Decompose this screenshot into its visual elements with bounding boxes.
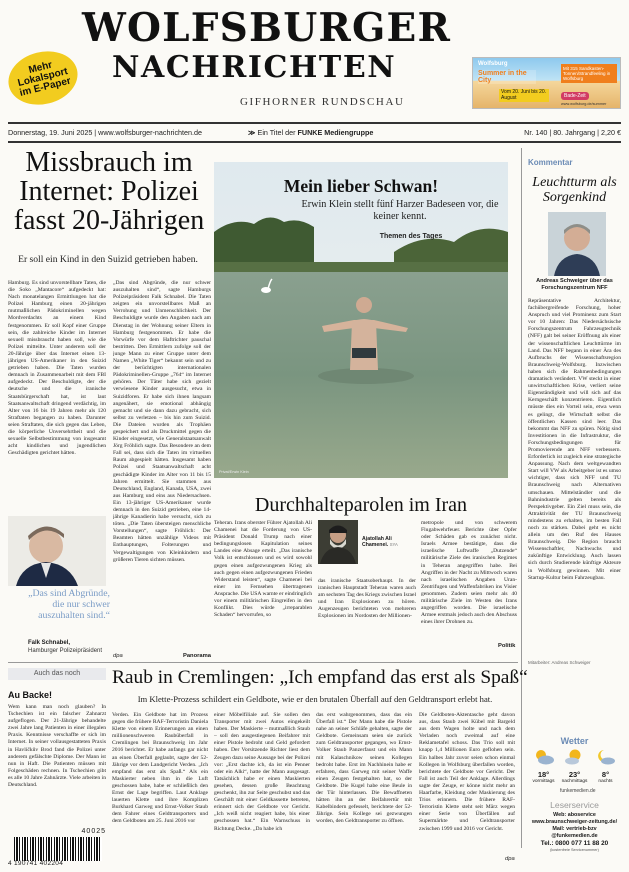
dateline-left: Donnerstag, 19. Juni 2025 | www.wolfsburger-nachrichten.de (8, 128, 203, 137)
lead-column-1: Hamburg. Es sind unvorstellbare Taten, die die Soko „Mantacore“ aufgedeckt hat: Nach monatelangen Ermittlungen hat die Polizei Hamburg einen 20-jährigen mutmaßlichen Pädokriminellen wegen Mordverdachts an einem Kind festgenommen. Er soll Kopf einer Gruppe sein, die zahlreiche Kinder im Internet sexuell missbraucht haben soll, wie die Polizei mitteilte. Unter anderem soll der 20-Jährige über das Internet einen 13-jährigen US-Amerikaner in den Suizid getrieben haben. Die Taten wurden demnach in Zusammenarbeit mit dem FBI aufgedeckt. Der Beschuldigte, der die deutsche und die iranische Staatsbürgerschaft hat, ist laut Staatsanwaltschaft dringend verdächtig, im Alter von 16 bis 19 Jahren mehr als 120 Straftaten begangen zu haben. Darunter seien Straftaten, die sich gegen das Leben, die körperliche Unversehrtheit und die sexuelle Selbstbestimmung von insgesamt acht kindlichen und jugendlichen Geschädigten gerichtet hätten. (8, 280, 106, 457)
weather-item-1: 18° vormittags (528, 748, 559, 784)
teaser-url: www.wolfsburg.de/summer (561, 102, 607, 106)
raub-headline: Raub in Cremlingen: „Ich empfand das erst als Spaß“ (112, 667, 528, 688)
masthead-subtitle: GIFHORNER RUNDSCHAU (240, 96, 405, 108)
quote-text: „Das sind Abgründe, die nur schwer auszuhalten sind.“ (28, 588, 110, 621)
weather-item-2: 23° nachmittags (559, 748, 590, 784)
raub-subhead: Im Klette-Prozess schildert ein Geldbote, wie er den brutalen Überfall auf den Geldtransport erlebt hat. (137, 694, 493, 704)
chamenei-photo (318, 520, 358, 564)
promo-badge-text: Mehr Lokalsport im E-Paper (16, 59, 72, 99)
photo-credit: Privat/Erwin Klein (219, 470, 249, 474)
raub-column-1: Verden. Ein Geldbote hat im Prozess gegen die frühere RAF-Terroristin Daniela Klette von einem Erinnerungen an einen millionenschweren Raubüberfall in Cremlingen bei Braunschweig im Jahr 2016 berichtet. Er habe anfangs gar nicht an einen Überfall geglaubt, sagte der 52-Jährige vor dem Landgericht Verden. „Ich empfand das erst als Spaß.“ Als ein Maskierter neben ihm in die Luft geschossen habe, habe er schließlich den Ernst der Lage begriffen. Laut Anklage lauerten Klette und ihre Komplizen Burkhard Garweg und Ernst-Volker Staub dem Fahrer eines Geldtransporters und dem Geldboten am 25. Juni 2016 vor (112, 712, 208, 825)
service-block[interactable]: Web: aboservice www.braunschweiger-zeitung.de/ Mail: vertrieb-bzv @funkemedien.de Tel.: 0800 077 11 88 20 (kostenfreie Servicenummer) (531, 812, 618, 852)
lead-agency: dpa Panorama (113, 653, 211, 659)
dateline-right: Nr. 140 | 80. Jahrgang | 2,20 € (524, 128, 621, 137)
raub-column-3: das erst wahrgenommen, dass das ein Überfall ist.“ Der Mann habe die Pistole nahe an seiner Schläfe gehalten, sagte der Geldbote. Gemeinsam seien sie zurück zum Geldtransporter gegangen, wo Ernst-Volker Staub Panzerfaust und ein Mann mit Kalaschnikow seinen Kollegen bedroht habe. Erst im Nachhinein habe er erfahren, dass Garweg mit seiner Waffe einen Zeugen festgehalten hat, so der Geldbote. Die Kugel habe eine Beule in der Tür hinterlassen. Die Bewaffneten hätten ihn an der Beifahrertür mit Kabelbindern gefesselt, berichtete der 52-Jährige. Sein Kollege sei gezwungen worden, den Geldtransporter zu öffnen. (316, 712, 412, 825)
comment-divider (521, 148, 522, 848)
weather-logo: funkemedien.de (560, 788, 596, 794)
schweiger-photo (548, 212, 606, 276)
promo-badge[interactable] (3, 44, 84, 111)
service-title: Leserservice (550, 800, 599, 810)
iran-column-1: Teheran. Irans oberster Führer Ajatollah Ali Chamenei hat die Forderung von US-Präsident Donald Trump nach einer bedingungslosen Kapitulation seines Landes eine Absage erteilt. „Das iranische Volk ist entschlossen und es wird sowohl gegen einen aufgezwungenen Krieg als auch gegen einen aufgezwungenen Frieden Widerstand leisten“, sagte Chamenei bei einer im Fernsehen übertragenen Ansprache. Die USA warnte er eindringlich vor einem militärischen Eingreifen in den Konflikt. Dies würde „irreparablen Schaden“ hervorrufen, so (214, 520, 312, 619)
lead-subhead: Er soll ein Kind in den Suizid getrieben haben. (18, 254, 198, 265)
comment-title: Leuchtturm als Sorgenkind (532, 175, 617, 205)
dateline-center: ≫ Ein Titel der FUNKE Mediengruppe (248, 128, 374, 137)
moon-cloud-icon (594, 748, 618, 766)
side-header: Auch das noch (33, 670, 81, 677)
funke-logo-icon: ≫ (248, 128, 258, 137)
comment-author: Andreas Schweiger über das Forschungszentrum NFF (536, 278, 613, 291)
raub-agency: dpa (505, 856, 515, 862)
masthead-rule-bottom (8, 141, 621, 143)
sun-cloud-icon (532, 748, 556, 766)
iran-column-3: metropole und von schwerem Flugabwehrfeuer. Berichte über Opfer oder Schäden gab es zunächst nicht. Israels Armee bestätigte, dass die israelische Luftwaffe „Dutzende“ militärische Ziele des iranischen Regimes in Teheran angegriffen habe. Bei Angriffen in der Nacht zu Mittwoch waren nach israelischen Angaben Uran-Zentrifugen und Waffenfabriken ins Visier genommen. Zudem seien mehr als 40 militärische Ziele im Westen des Irans angegriffen worden. Die israelische Armee erstmals jedoch auch den Abschuss eines ihrer Drohnen zu. (421, 520, 517, 626)
side-title: Au Backe! (8, 690, 53, 700)
masthead-rule-top (8, 122, 621, 124)
comment-text: Repräsentative Architektur, fachübergreifende Forschung, hoher Anspruch und viel Prominenz zum Start vor 10 Jahren: Das Niedersächsische Forschungszentrum Fahrzeugtechnik (NFF) galt bei seiner Eröffnung als einer der wissenschaftlichen Leuchttürme im Land. Das NFF begann in einer Ära des Aufbruchs der Wissenschaftsregion Braunschweig-Wolfsburg. Inzwischen haben sich die Rahmenbedingungen dramatisch verändert. VW steckt in einer unwirtschaftlichen Krise, verliert seine Eigenständigkeit und will sich auf das Kerngeschäft konzentrieren. Eigentlich müsste dies ein Vorteil sein, etwa wenn es gelingt, die Wirtschaft selbst die öffentlichen Kassen sind leer. Das bekommt das NFF zu spüren. Nötig sind Investitionen in die Infrastruktur, die Forschungsbedingungen für Promovierende am NFF verbessern. Erforderlich ist zugleich eine strategische Anpassung. Nach dem weltgewandten Start will VW als Arbeitgeber ist es umso wichtiger, dass sich NFF und TU Braunschweig nach Alternativen umschauen. Mittelständler und die Bahnindustrie gelten bereits als Perspektivgeber. Ein Ziel muss sein, die Attraktivität der TU Braunschweig mindestens zu erhalten, im besten Fall noch zu stärken. Dabei geht es nicht allein um den Ruf des Hauses Braunschweig. Die Region braucht Wissenschaftler, Nachwuchs und zukünftige Entwicklung. Auch lassen sich durch Studierende künftige Akteure in Wolfsburg gewinnen. Mit einer Startup-Kultur beim Fahrzeugbau. (528, 298, 621, 581)
raub-rule (8, 662, 518, 663)
quote-role: Hamburger Polizeipräsident (28, 648, 103, 654)
masthead-title-line2: NACHRICHTEN (112, 50, 397, 85)
teaser-dates: Vom 20. Juni bis 20. August (499, 89, 549, 102)
iran-column-2: das iranische Staatsoberhaupt. In der iranischen Hauptstadt Teheran waren auch am sechsten Tag des Kriegs zwischen Israel und Iran Explosionen zu hören. Augenzeugen berichteten von mehreren Explosionen im Nordosten der Millionen- (318, 578, 416, 620)
sun-cloud-icon (563, 748, 587, 766)
teaser-title: Summer in the City (478, 70, 536, 84)
teaser-tag: Wolfsburg (478, 61, 508, 67)
teaser-text: Mit 315 Sandkasten-Tonnen/Strandfeeling in Wolfsburg (561, 64, 617, 83)
lead-headline: Missbrauch im Internet: Polizei fasst 20-Jährigen (13, 147, 205, 236)
lead-column-2: „Das sind Abgründe, die nur schwer auszuhalten sind“, sagte Hamburgs Polizeipräsident Falk Schnabel. Die Taten zeigten ein unvorstellbares Maß an Verrohung und Unmenschlichkeit. Der Beschuldigte wurde den Angaben nach am Dienstag in der Wohnung seiner Eltern in Hamburg festgenommen. Er habe die Vorwürfe vor dem Haftrichter pauschal bestritten. Den Ermittlern zufolge soll der junge Mann zu einer Gruppe unter dem Namen „White Tiger“ bekannt sein und zu der berüchtigten internationalen Pädokriminellen-Gruppe „764“ im Internet gehören. Der Täter habe sich gezielt verwiesene Kinder ausgesucht, etwa in Suizidforen. Er habe sich ihnen langsam angenähert, sie emotional abhängig gemacht und sie dann dazu gebracht, sich selbst zu verletzen – bis hin zum Suizid. Die Dateien wurden als Trophäen gespeichert und als Druckmittel gegen die Kinder eingesetzt, wie Generalstaatsanwalt Jörg Fröhlich sagte. Das Besondere an dem Fall sei, dass sich die Taten im virtuellen Raum abgespielt hätten. Insgesamt haben Polizei und Staatsanwaltschaft acht geschädigte Kinder im Alter von 11 bis 15 Jahren ermittelt. Sie stammen aus Deutschland, England, Kanada, USA, zwei aus Hamburg und eins aus Niedersachsen. Ein 13-jähriger US-Amerikaner wurde demnach in den Suizid getrieben, eine 14-jährige Kanadierin habe versucht, sich zu töten. „Die Taten übersteigen menschliche Vorstellungen“, sagte Fröhlich: Der Beamten hätten unzählige Videos mit Enthauptungen, Folterungen und Vergewaltigungen von Kleinkindern und größeren Tieren sichten müssen. (113, 280, 211, 563)
photo-subline: Erwin Klein stellt fünf Harzer Badeseen vor, die keiner kennt. (301, 199, 499, 222)
barcode: 40025 4 190741 402204 (8, 828, 106, 867)
raub-column-2: einer Möbelfiliale auf. Sie sollen den Transporter mit zwei Autos eingekeilt haben. Der Maskierte – mutmaßlich Staub – soll den ausgestiegenen Beifahrer mit einer Pistole bedroht und Geld gefordert haben. Der Vorsitzende Richter liest dem Zeugen dazu seine Aussage bei der Polizei vor: „Erst dachte ich, da ist ein Penner oder ein Alki“, hatte der Mann ausgesagt. Tatsächlich habe er einen Maskierten gesehen, dessen große Beachtung geschenkt, ihn zur Seite geschubst und das Geschäft mit einer Geldkassette betreten, erinnert sich der Geldbote vor Gericht. „Ich weiß nicht reagiert habe, bis einer geschossen hat.“ Ein Warnschuss in Richtung Decke. „Da habe ich (214, 712, 310, 832)
teaser-badge: Bade-Zeit (561, 92, 589, 100)
promo-teaser[interactable] (472, 57, 621, 109)
barcode-bars (14, 837, 102, 861)
iran-section: Politik (498, 643, 516, 649)
quote-name: Falk Schnabel, (28, 640, 71, 646)
schnabel-photo (8, 516, 106, 586)
photo-tag[interactable]: Themen des Tages (379, 233, 443, 240)
weather-title: Wetter (560, 736, 589, 746)
comment-contact: Mitarbeiter: Andreas Schweiger (528, 660, 591, 665)
photo-headline[interactable]: Mein lieber Schwan! (283, 176, 439, 196)
raub-column-4: Die Geldboten-Aktentasche geht davon aus, dass Staub zwei Kübel mit Bargeld aus dem Wagen holte und nach dem Verladen noch zweimal auf eine Reklametafel schoss. Das Trio soll mit knapp 1,4 Millionen Euro geflohen sein. Ein halbes Jahr zuvor seien schon einmal Kollegen in Wolfsburg überfallen worden, berichtete der Geldbote vor Gericht. Der Fall ist auch Teil der Anklage. Allerdings sagte der Zeuge, er könne nicht mehr an Haarfarbe, Kleidung oder Maskierung des Trios erinnern. Die frühere RAF-Terroristin Klette steht seit März wegen einer Serie von Überfällen auf Supermärkte und Geldtransporter zwischen 1999 und 2016 vor Gericht. (419, 712, 515, 832)
weather-item-3: 8° nachts (590, 748, 621, 784)
masthead-title-line1: WOLFSBURGER (82, 5, 452, 51)
side-text: Wem kann man noch glauben? In Tschechien ist ein falscher Zahnarzt aufgeflogen. Der 21-Jährige behandelte zwei Jahre lang Patienten in einer illegalen Praxis. Kenntnisse verschaffte er sich im Internet. In seiner vollausgestatteten Praxis in Havlíčkův Brod fand die Polizei unter anderem gefälschte Diplome. Der Mann ist nun in Haft. Die Patienten müssen mit Folgeschäden rechnen. In Tschechien gibt es alle 10 Jahre Zahnärzte. Viele arbeiten in Deutschland. (8, 704, 106, 789)
iran-headline: Durchhalteparolen im Iran (254, 494, 468, 516)
comment-label: Kommentar (528, 158, 573, 167)
chamenei-caption: Ajatollah Ali Chamenei. SYA (362, 536, 398, 549)
